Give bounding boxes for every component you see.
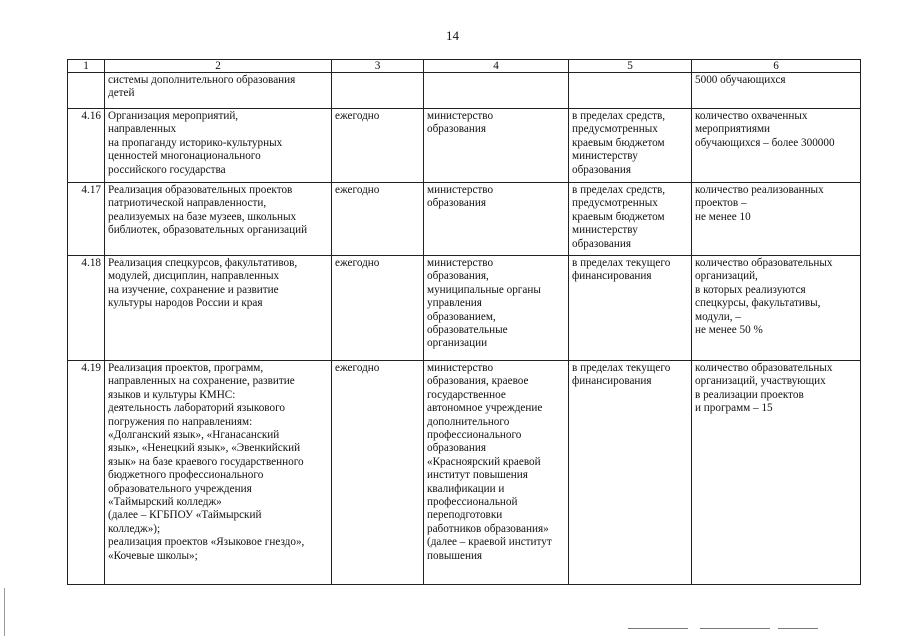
executor-cell: министерство образования bbox=[424, 109, 569, 183]
period-cell: ежегодно bbox=[332, 183, 424, 256]
executor-cell: министерство образования bbox=[424, 183, 569, 256]
column-header: 3 bbox=[332, 60, 424, 73]
scan-artifact bbox=[4, 588, 5, 636]
scan-artifact bbox=[628, 628, 688, 629]
period-cell bbox=[332, 73, 424, 109]
funding-cell bbox=[569, 73, 692, 109]
table-row bbox=[68, 256, 861, 361]
funding-cell: в пределах средств, предусмотренных краевым бюджетом министерству образования bbox=[569, 109, 692, 183]
funding-cell: в пределах средств, предусмотренных краевым бюджетом министерству образования bbox=[569, 183, 692, 256]
column-header: 2 bbox=[105, 60, 332, 73]
activity-cell: системы дополнительного образования детей bbox=[105, 73, 332, 109]
page-number: 14 bbox=[446, 28, 459, 43]
item-number: 4.16 bbox=[68, 109, 105, 183]
table-row bbox=[68, 361, 861, 585]
indicator-cell: количество образовательных организаций, участвующих в реализации проектов и программ – 15 bbox=[692, 361, 861, 585]
scan-artifact bbox=[778, 628, 818, 629]
column-header: 1 bbox=[68, 60, 105, 73]
period-cell: ежегодно bbox=[332, 361, 424, 585]
column-header: 5 bbox=[569, 60, 692, 73]
column-header: 4 bbox=[424, 60, 569, 73]
table-header-row bbox=[68, 60, 861, 73]
executor-cell bbox=[424, 73, 569, 109]
activity-cell: Реализация спецкурсов, факультативов, модулей, дисциплин, направленных на изучение, сохранение и развитие культуры народов России и края bbox=[105, 256, 332, 361]
period-cell: ежегодно bbox=[332, 256, 424, 361]
indicator-cell: количество охваченных мероприятиями обучающихся – более 300000 bbox=[692, 109, 861, 183]
activities-table bbox=[67, 59, 861, 585]
funding-cell: в пределах текущего финансирования bbox=[569, 256, 692, 361]
period-cell: ежегодно bbox=[332, 109, 424, 183]
item-number: 4.19 bbox=[68, 361, 105, 585]
indicator-cell: количество образовательных организаций, в которых реализуются спецкурсы, факультативы, модули, – не менее 50 % bbox=[692, 256, 861, 361]
activity-cell: Организация мероприятий, направленных на пропаганду историко-культурных ценностей многонационального российского государства bbox=[105, 109, 332, 183]
scan-artifact bbox=[700, 628, 770, 629]
executor-cell: министерство образования, краевое государственное автономное учреждение дополнительного профессионального образования «Красноярский краевой институт повышения квалификации и профессиональной переподготовки работников образования» (далее – краевой институт повышения bbox=[424, 361, 569, 585]
table-row bbox=[68, 183, 861, 256]
funding-cell: в пределах текущего финансирования bbox=[569, 361, 692, 585]
table-row bbox=[68, 73, 861, 109]
table-row bbox=[68, 109, 861, 183]
column-header: 6 bbox=[692, 60, 861, 73]
item-number: 4.18 bbox=[68, 256, 105, 361]
item-number bbox=[68, 73, 105, 109]
indicator-cell: количество реализованных проектов – не менее 10 bbox=[692, 183, 861, 256]
indicator-cell: 5000 обучающихся bbox=[692, 73, 861, 109]
item-number: 4.17 bbox=[68, 183, 105, 256]
executor-cell: министерство образования, муниципальные органы управления образованием, образовательные организации bbox=[424, 256, 569, 361]
activity-cell: Реализация проектов, программ, направленных на сохранение, развитие языков и культуры КМНС: деятельность лабораторий языкового погружения по направлениям: «Долганский язык», «Нганасанский язык», «Ненецкий язык», «Эвенкийский язык» на базе краевого государственного бюджетного профессионального образовательного учреждения «Таймырский колледж» (далее – КГБПОУ «Таймырский колледж»); реализация проектов «Языковое гнездо», «Кочевые школы»; bbox=[105, 361, 332, 585]
activity-cell: Реализация образовательных проектов патриотической направленности, реализуемых на базе музеев, школьных библиотек, образовательных организаций bbox=[105, 183, 332, 256]
